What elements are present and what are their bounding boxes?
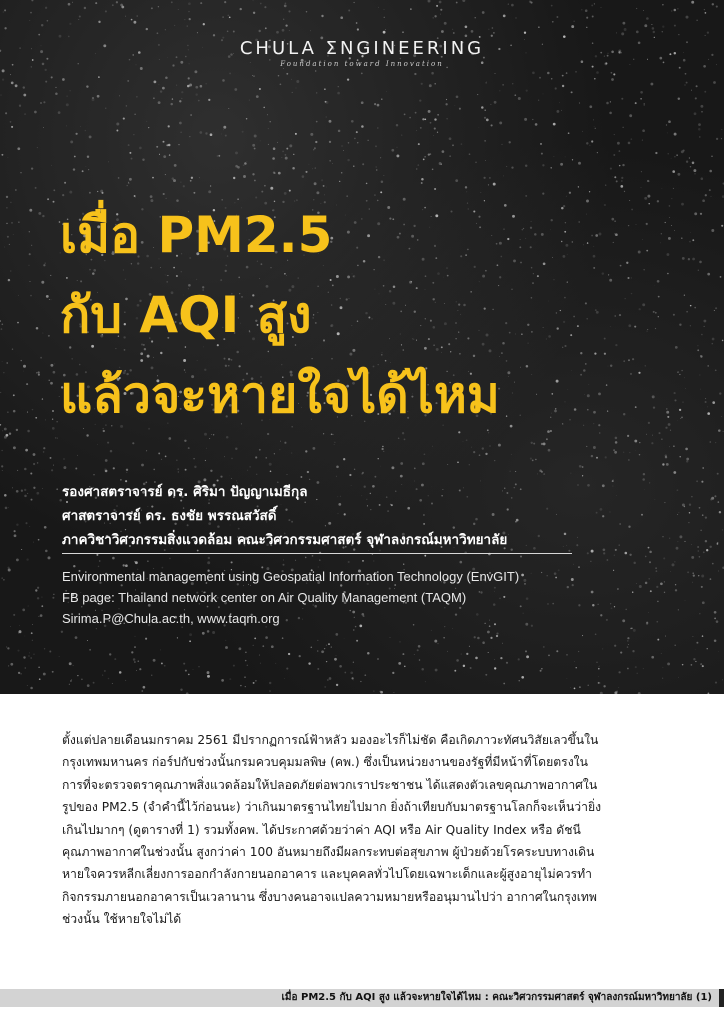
author-block [62, 480, 507, 552]
body-line: รูปของ PM2.5 (จำคำนี้ไว้ก่อนนะ) ว่าเกินมาตรฐานไทยไปมาก ยิ่งถ้าเทียบกับมาตรฐานโลกก็จะเห็นว่ายิ่ง [62, 800, 602, 815]
footer-text: เมื่อ PM2.5 กับ AQI สูง แล้วจะหายใจได้ไหม : คณะวิศวกรรมศาสตร์ จุฬาลงกรณ์มหาวิทยาลัย (1) [281, 992, 712, 1003]
article-title [60, 195, 680, 435]
brand-tagline: Foundation toward Innovation [280, 60, 444, 68]
body-line: หายใจควรหลีกเลี่ยงการออกกำลังกายนอกอาคาร และบุคคลทั่วไปโดยเฉพาะเด็กและผู้สูงอายุไม่ควรทำ [62, 867, 593, 882]
footer-accent-bar [719, 989, 724, 1007]
page-footer [0, 989, 724, 1007]
article-body [62, 729, 667, 931]
author-affiliation: ภาควิชาวิศวกรรมสิ่งแวดล้อม คณะวิศวกรรมศาสตร์ จุฬาลงกรณ์มหาวิทยาลัย [62, 532, 508, 548]
contact-lab: Environmental management using Geospatial Information Technology (EnvGIT) [62, 569, 520, 584]
author-1: รองศาสตราจารย์ ดร. ศิริมา ปัญญาเมธีกุล [62, 484, 308, 500]
body-line: การที่จะตรวจตราคุณภาพสิ่งแวดล้อมให้ปลอดภัยต่อพวกเราประชาชน ได้แสดงตัวเลขคุณภาพอากาศใน [62, 777, 598, 792]
body-line: กรุงเทพมหานคร ก่อร์ปกับช่วงนั้นกรมควบคุมมลพิษ (คพ.) ซึ่งเป็นหน่วยงานของรัฐที่มีหน้าที่โดยตรงใน [62, 755, 588, 770]
body-line: ช่วงนั้น ใช้หายใจไม่ได้ [62, 912, 182, 927]
contact-block [62, 566, 519, 629]
author-2: ศาสตราจารย์ ดร. ธงชัย พรรณสวัสดิ์ [62, 508, 277, 524]
contact-email-web: Sirima.P@Chula.ac.th, www.taqm.org [62, 611, 280, 626]
body-line: ตั้งแต่ปลายเดือนมกราคม 2561 มีปรากฏการณ์ฟ้าหลัว มองอะไรก็ไม่ชัด คือเกิดภาวะทัศนวิสัยเลวขึ้นใน [62, 733, 599, 747]
title-line: เมื่อ PM2.5 [60, 206, 333, 264]
body-line: กิจกรรมภายนอกอาคารเป็นเวลานาน ซึ่งบางคนอาจแปลความหมายหรืออนุมานไปว่า อากาศในกรุงเทพ [62, 889, 597, 904]
brand-name: CHULA ΣNGINEERING [239, 38, 485, 59]
body-line: เกินไปมากๆ (ดูตารางที่ 1) รวมทั้งคพ. ได้ประกาศด้วยว่าค่า AQI หรือ Air Quality Index หรือ ดัชนี [62, 822, 581, 837]
contact-fb-page: FB page: Thailand network center on Air Quality Management (TAQM) [62, 590, 467, 605]
title-line: กับ AQI สูง [60, 286, 312, 344]
brand-logo [0, 38, 724, 68]
title-line: แล้วจะหายใจได้ไหม [60, 366, 500, 424]
divider [62, 553, 572, 554]
body-line: คุณภาพอากาศในช่วงนั้น สูงกว่าค่า 100 อันหมายถึงมีผลกระทบต่อสุขภาพ ผู้ป่วยด้วยโรคระบบทางเดิน [62, 845, 595, 860]
